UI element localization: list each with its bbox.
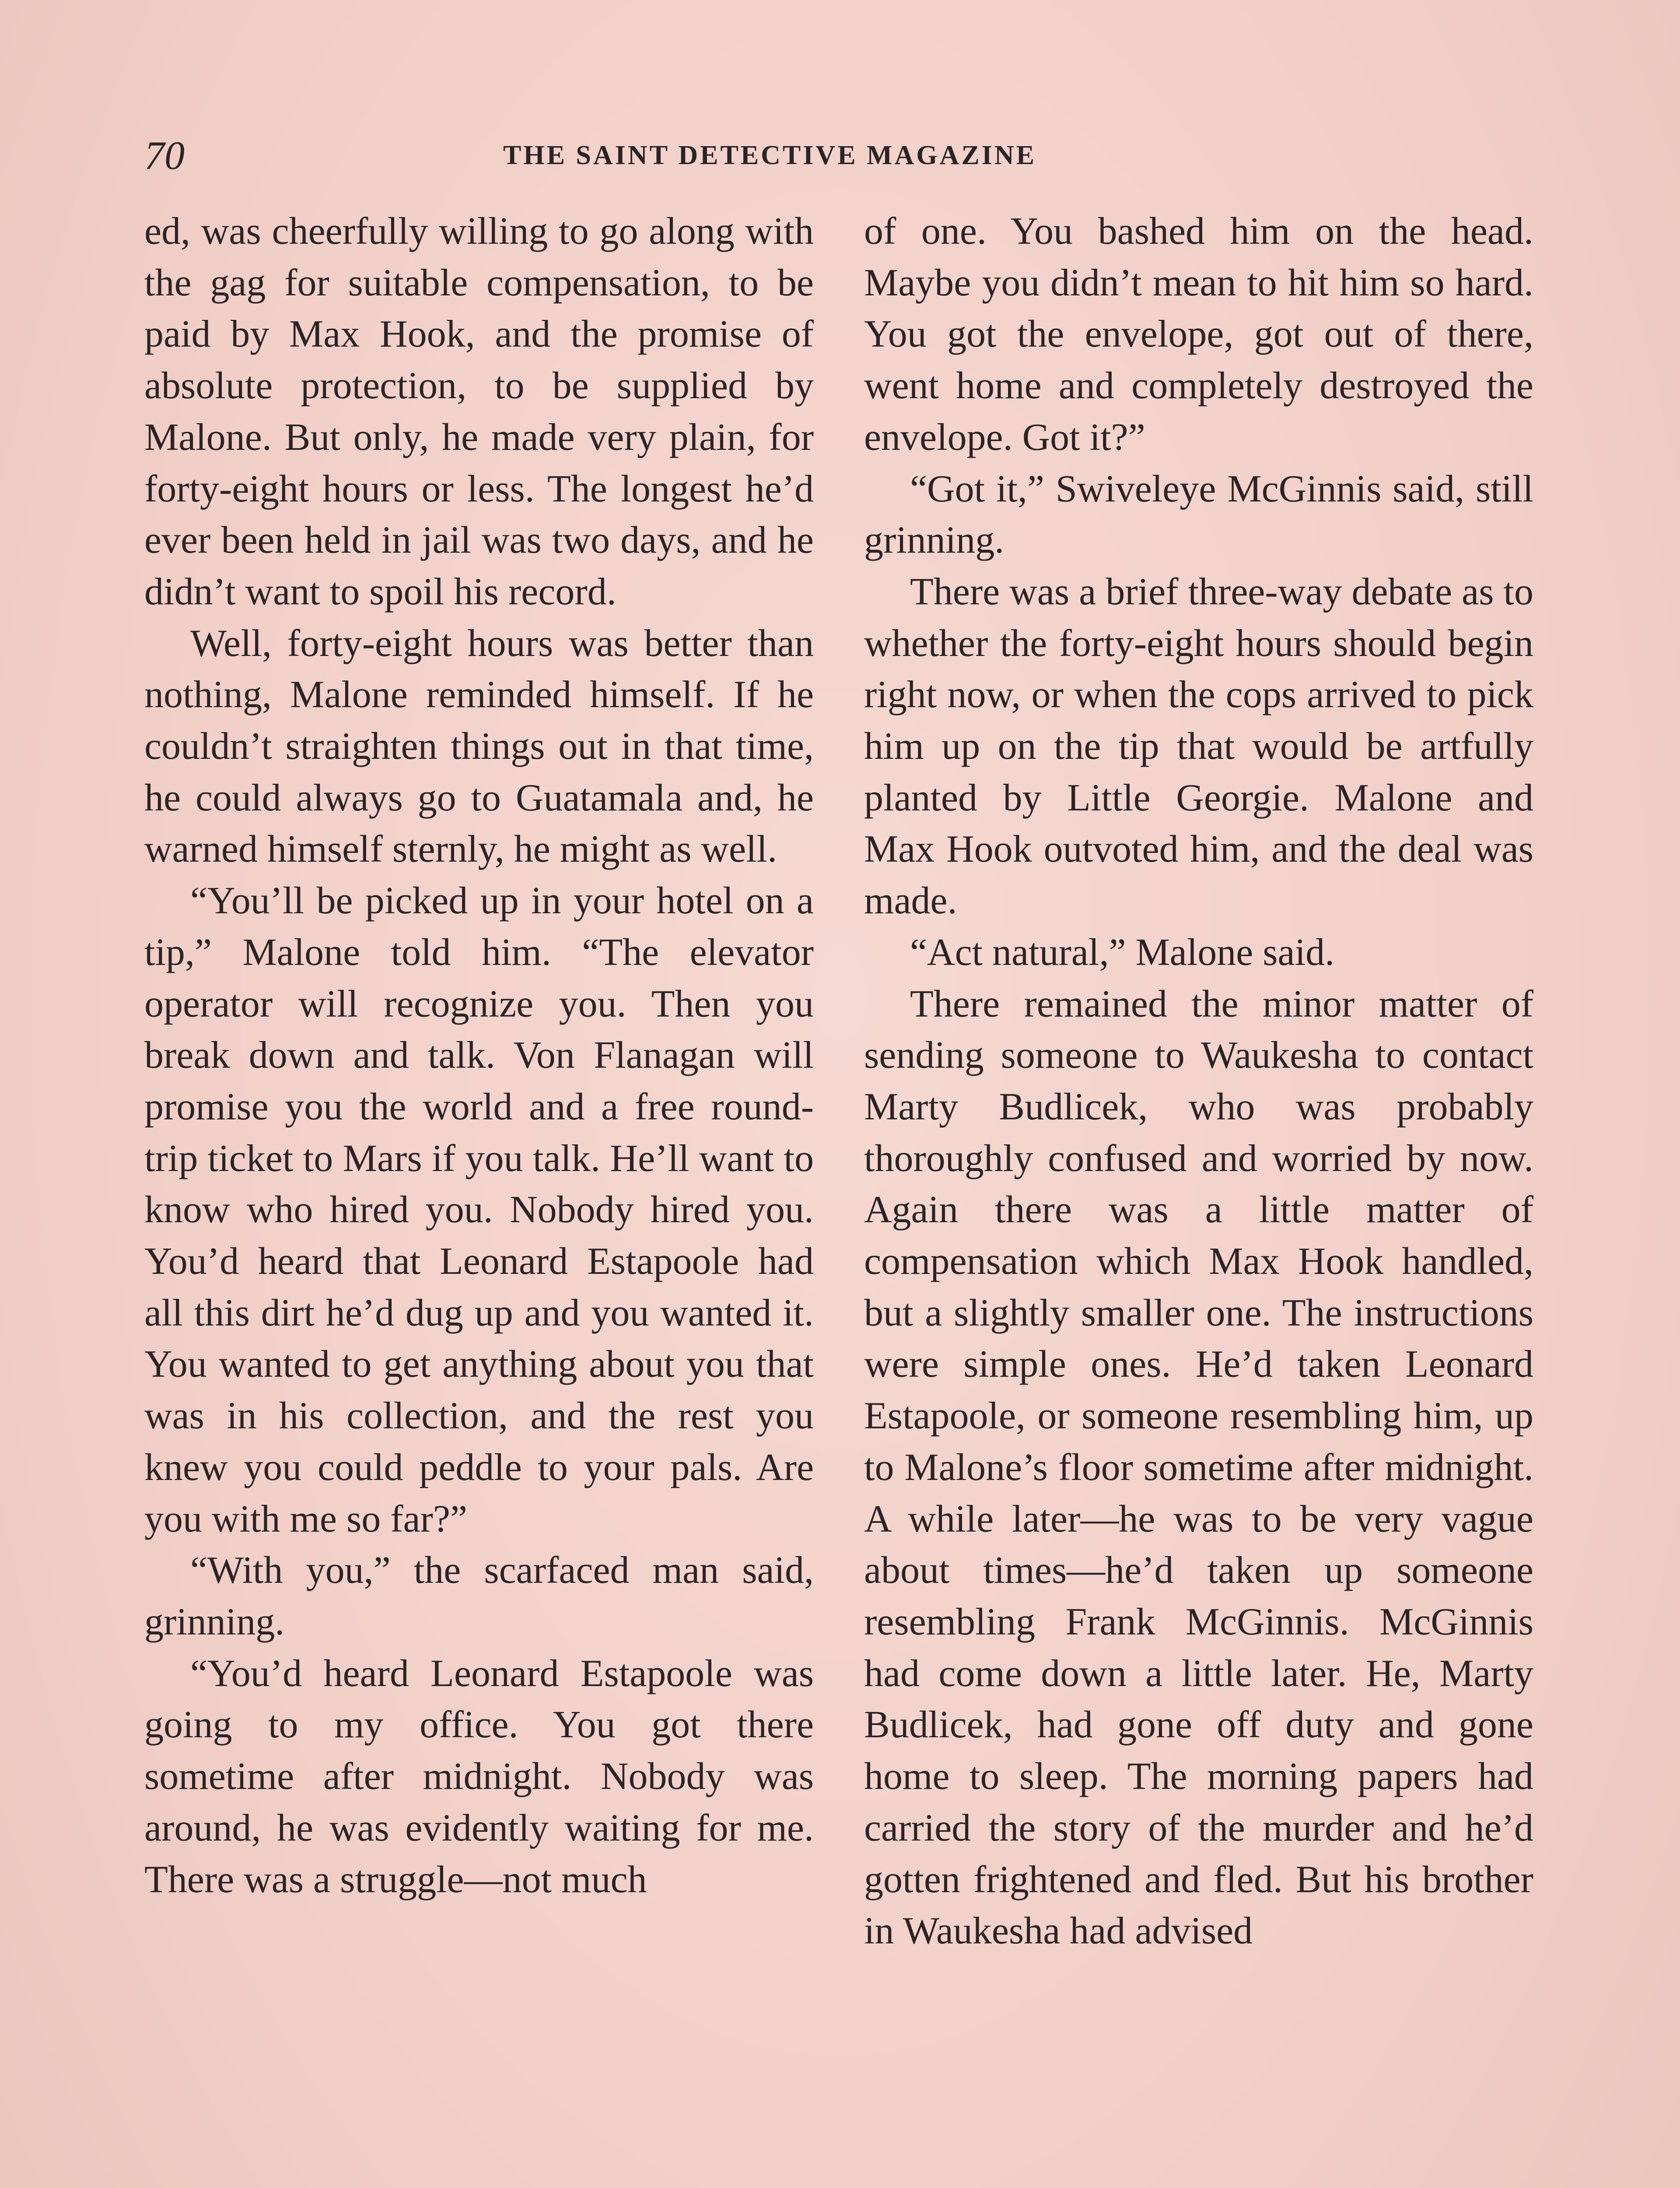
paragraph: “Got it,” Swiveleye McGinnis said, still grinning. — [864, 467, 1533, 562]
paragraph: of one. You bashed him on the head. Maybe you didn’t mean to hit him so hard. You got the envelope, got out of there, went home and completely destroyed the envelope. Got it?” — [864, 210, 1533, 459]
paragraph: “You’ll be picked up in your hotel on a tip,” Malone told him. “The elevator operator will recognize you. Then you break down and talk. Von Flanagan will promise you the world and a free round-trip ticket to Mars if you talk. He’ll want to know who hired you. Nobody hired you. You’d heard that Leonard Estapoole had all this dirt he’d dug up and you wanted it. You wanted to get anything about you that was in his collection, and the rest you knew you could peddle to your pals. Are you with me so far?” — [144, 880, 814, 1540]
right-text-column — [864, 206, 1533, 1957]
paragraph: Well, forty-eight hours was better than nothing, Malone reminded himself. If he couldn’t straighten things out in that time, he could always go to Guatamala and, he warned himself sternly, he might as well. — [144, 622, 814, 871]
paragraph: “You’d heard Leonard Estapoole was going to my office. You got there sometime after midnight. Nobody was around, he was evidently waiting for me. There was a struggle—not much — [144, 1652, 814, 1901]
paragraph: “Act natural,” Malone said. — [910, 931, 1335, 974]
running-title: THE SAINT DETECTIVE MAGAZINE — [503, 140, 1036, 170]
page-number: 70 — [144, 133, 185, 178]
paragraph: There was a brief three-way debate as to whether the forty-eight hours should begin right now, or when the cops arrived to pick him up on the tip that would be artfully planted by Little Georgie. Malone and Max Hook outvoted him, and the deal was made. — [864, 570, 1533, 922]
page-header — [144, 131, 1544, 179]
paragraph: “With you,” the scarfaced man said, grinning. — [144, 1549, 814, 1643]
paragraph: ed, was cheerfully willing to go along with the gag for suitable compensation, to be paid by Max Hook, and the promise of absolute protection, to be supplied by Malone. But only, he made very plain, for forty-eight hours or less. The longest he’d ever been held in jail was two days, and he didn’t want to spoil his record. — [144, 210, 814, 613]
paragraph: There remained the minor matter of sending someone to Waukesha to contact Marty Budlicek, who was probably thoroughly confused and worried by now. Again there was a little matter of compensation which Max Hook handled, but a slightly smaller one. The instructions were simple ones. He’d taken Leonard Estapoole, or someone resembling him, up to Malone’s floor sometime after midnight. A while later—he was to be very vague about times—he’d taken up someone resembling Frank McGinnis. McGinnis had come down a little later. He, Marty Budlicek, had gone off duty and gone home to sleep. The morning papers had carried the story of the murder and he’d gotten frightened and fled. But his brother in Waukesha had advised — [864, 982, 1533, 1953]
left-text-column — [144, 206, 814, 1905]
